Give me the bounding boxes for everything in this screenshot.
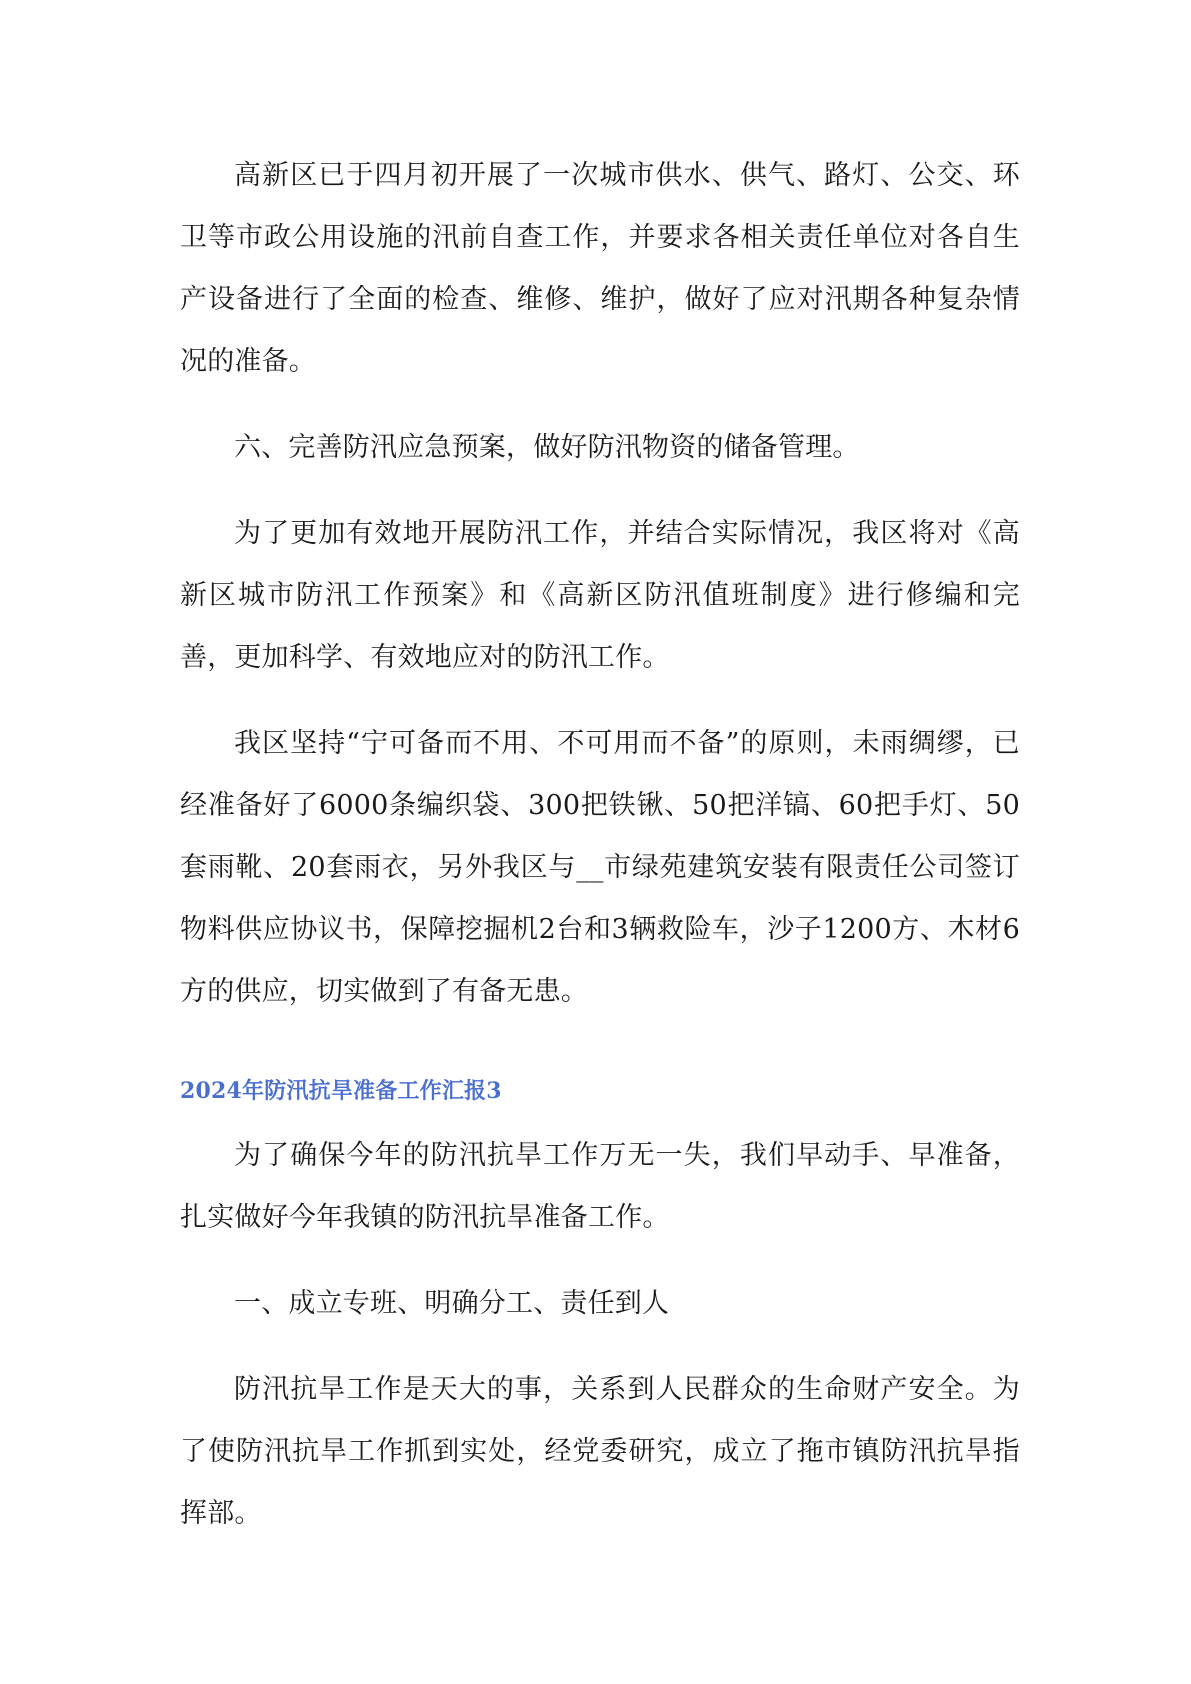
paragraph-section-one-title: 一、成立专班、明确分工、责任到人	[234, 1288, 670, 1319]
document-body	[180, 145, 1020, 1545]
section-heading-link[interactable]: 2024年防汛抗旱准备工作汇报3	[180, 1078, 502, 1104]
paragraph-intro-preparation: 为了确保今年的防汛抗旱工作万无一失，我们早动手、早准备，扎实做好今年我镇的防汛抗旱准备工作。	[180, 1140, 1020, 1233]
paragraph-emergency-plan: 为了更加有效地开展防汛工作，并结合实际情况，我区将对《高新区城市防汛工作预案》和《高新区防汛值班制度》进行修编和完善，更加科学、有效地应对的防汛工作。	[180, 518, 1020, 673]
paragraph-facility-inspection: 高新区已于四月初开展了一次城市供水、供气、路灯、公交、环卫等市政公用设施的汛前自查工作，并要求各相关责任单位对各自生产设备进行了全面的检查、维修、维护，做好了应对汛期各种复杂情况的准备。	[180, 160, 1020, 377]
paragraph-command-center: 防汛抗旱工作是天大的事，关系到人民群众的生命财产安全。为了使防汛抗旱工作抓到实处，经党委研究，成立了拖市镇防汛抗旱指挥部。	[180, 1374, 1020, 1529]
paragraph-section-six-title: 六、完善防汛应急预案，做好防汛物资的储备管理。	[234, 432, 860, 463]
paragraph-material-reserve: 我区坚持“宁可备而不用、不可用而不备”的原则，未雨绸缪，已经准备好了6000条编织袋、300把铁锹、50把洋镐、60把手灯、50套雨靴、20套雨衣，另外我区与__市绿苑建筑安装有限责任公司签订物料供应协议书，保障挖掘机2台和3辆救险车，沙子1200方、木材6方的供应，切实做到了有备无患。	[180, 728, 1020, 1007]
